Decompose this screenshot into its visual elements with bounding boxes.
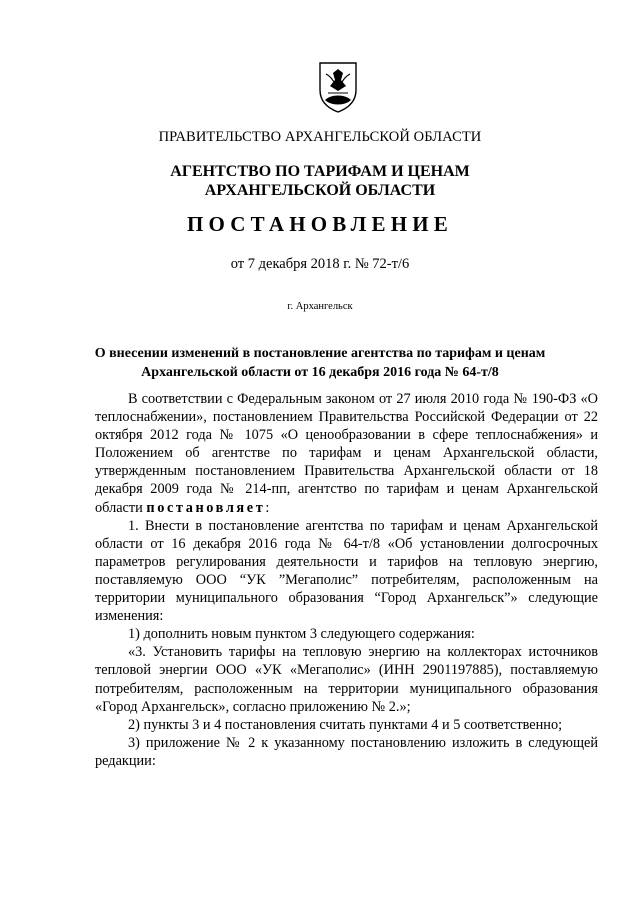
decides-word: постановляет xyxy=(146,499,266,516)
document-type: ПОСТАНОВЛЕНИЕ xyxy=(186,212,454,236)
document-title-line2: Архангельской области от 16 декабря 2016 года № 64-т/8 xyxy=(141,365,499,380)
agency-name xyxy=(0,162,640,200)
agency-name-line2: АРХАНГЕЛЬСКОЙ ОБЛАСТИ xyxy=(204,182,436,199)
coat-of-arms-icon xyxy=(316,60,360,114)
preamble-text: В соответствии с Федеральным законом от 27 июля 2010 года № 190-ФЗ «О теплоснабжении», постановлением Правительства Российской Федерации от 22 октября 2012 года № 1075 «О ценообразовании в сфере теплоснабжения» и Положением об агентстве по тарифам и ценам Архангельской области, утвержденным постановлением Правительства Архангельской области от 18 декабря 2009 года № 214-пп, агентство по тарифам и ценам Архангельской области xyxy=(95,391,598,516)
agency-name-line1: АГЕНТСТВО ПО ТАРИФАМ И ЦЕНАМ xyxy=(170,163,470,180)
government-name: ПРАВИТЕЛЬСТВО АРХАНГЕЛЬСКОЙ ОБЛАСТИ xyxy=(158,129,482,145)
quoted-item-3-paragraph: «3. Установить тарифы на тепловую энергию на коллекторах источников тепловой энергии ООО «УК «Мегаполис» (ИНН 2901197885), поставляемую потребителям, расположенным на территории муниципального образования «Город Архангельск», согласно приложению № 2.»; xyxy=(95,644,598,715)
preamble-paragraph xyxy=(95,390,598,517)
subitem-1-paragraph: 1) дополнить новым пунктом 3 следующего содержания: xyxy=(128,626,475,643)
document-title xyxy=(0,344,640,382)
document-city: г. Архангельск xyxy=(287,301,353,312)
document-body xyxy=(95,390,598,770)
subitem-3-paragraph: 3) приложение № 2 к указанному постановлению изложить в следующей редакции: xyxy=(95,734,598,769)
decides-colon: : xyxy=(265,499,270,516)
document-date-number: от 7 декабря 2018 г. № 72-т/6 xyxy=(230,256,410,272)
subitem-2-paragraph: 2) пункты 3 и 4 постановления считать пунктами 4 и 5 соответственно; xyxy=(128,716,563,733)
item-1-paragraph: 1. Внести в постановление агентства по тарифам и ценам Архангельской области от 16 декабря 2016 года № 64-т/8 «Об установлении долгосрочных параметров регулирования деятельности и тарифов на тепловую энергию, поставляемую ООО “УК ”Мегаполис” потребителям, расположенным на территории муниципального образования “Город Архангельск”» следующие изменения: xyxy=(95,517,598,625)
document-title-line1: О внесении изменений в постановление агентства по тарифам и ценам xyxy=(94,346,546,361)
